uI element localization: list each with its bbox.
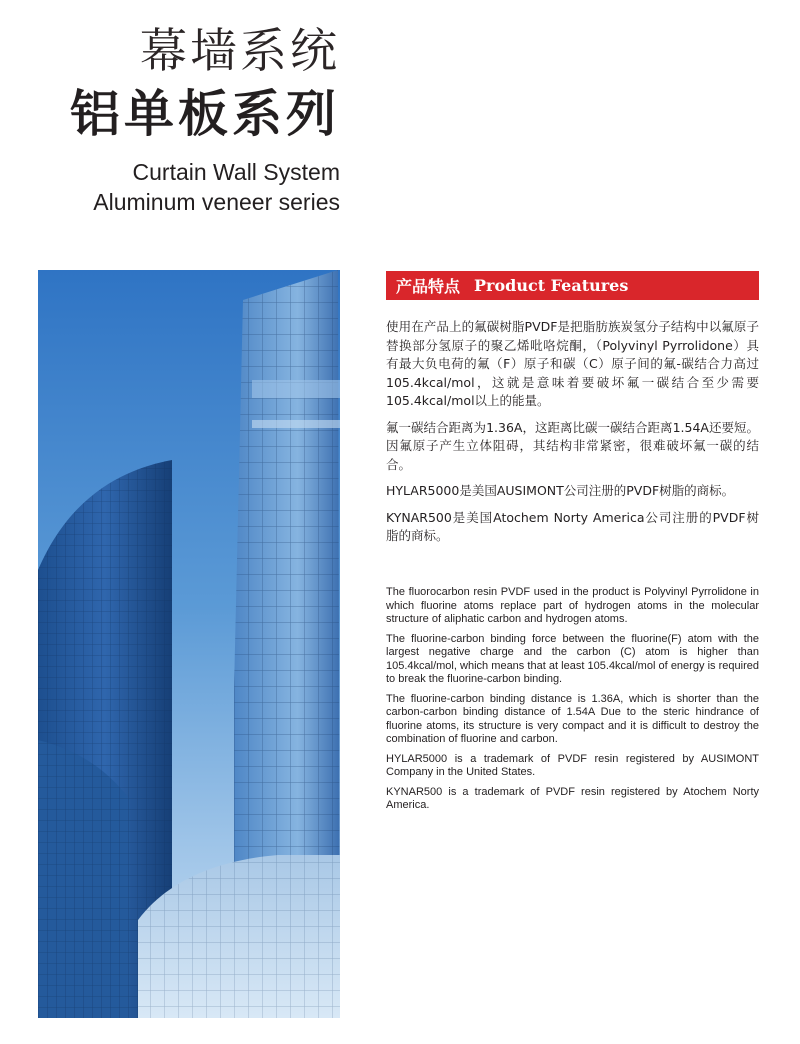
title-en-line1: Curtain Wall System (132, 159, 340, 185)
features-en-text (386, 586, 759, 819)
title-cn-line1: 幕墙系统 (140, 24, 340, 79)
cn-paragraph: HYLAR5000是美国AUSIMONT公司注册的PVDF树脂的商标。 (386, 483, 735, 498)
en-paragraph: HYLAR5000 is a trademark of PVDF resin registered by AUSIMONT Company in the United States. (386, 752, 759, 778)
en-paragraph: KYNAR500 is a trademark of PVDF resin registered by Atochem Norty America. (386, 785, 759, 811)
skyscraper-photo (38, 270, 340, 1018)
en-paragraph: The fluorine-carbon binding distance is 1.36A, which is shorter than the carbon-carbon binding distance of 1.54A Due to the steric hindrance of fluorine atoms, its structure is very compact and it is difficult to destroy the combination of fluorine and carbon. (386, 692, 759, 745)
cn-paragraph: KYNAR500是美国Atochem Norty America公司注册的PVDF树脂的商标。 (386, 509, 759, 543)
title-en-line2: Aluminum veneer series (93, 189, 340, 215)
en-paragraph: The fluorine-carbon binding force between the fluorine(F) atom with the largest negative charge and the carbon (C) atom is higher than 105.4kcal/mol, which means that at least 105.4kcal/mol of energy is required to break the fluorine-carbon binding. (386, 632, 759, 685)
en-paragraph: The fluorocarbon resin PVDF used in the product is Polyvinyl Pyrrolidone in which fluorine atoms replace part of hydrogen atoms in the molecular structure of aliphatic carbon and hydrogen atoms. (386, 586, 759, 625)
features-heading-en: Product Features (474, 276, 629, 295)
cn-paragraph: 使用在产品上的氟碳树脂PVDF是把脂肪族炭氢分子结构中以氟原子替换部分氢原子的聚乙烯吡咯烷酮，（Polyvinyl Pyrrolidone）具有最大负电荷的氟（F）原子和碳（C）原子间的氟-碳结合力高过105.4kcal/mol，这就是意味着要破坏氟一碳结合至少需要105.4kcal/mol以上的能量。 (386, 319, 759, 408)
features-cn-text (386, 318, 759, 554)
features-heading-cn: 产品特点 (396, 277, 461, 296)
cn-paragraph: 氟一碳结合距离为1.36A，这距离比碳一碳结合距离1.54A还要短。因氟原子产生立体阻碍，其结构非常紧密，很难破坏氟一碳的结合。 (386, 419, 759, 472)
product-features-heading (386, 271, 759, 300)
title-cn-line2: 铝单板系列 (70, 85, 340, 143)
